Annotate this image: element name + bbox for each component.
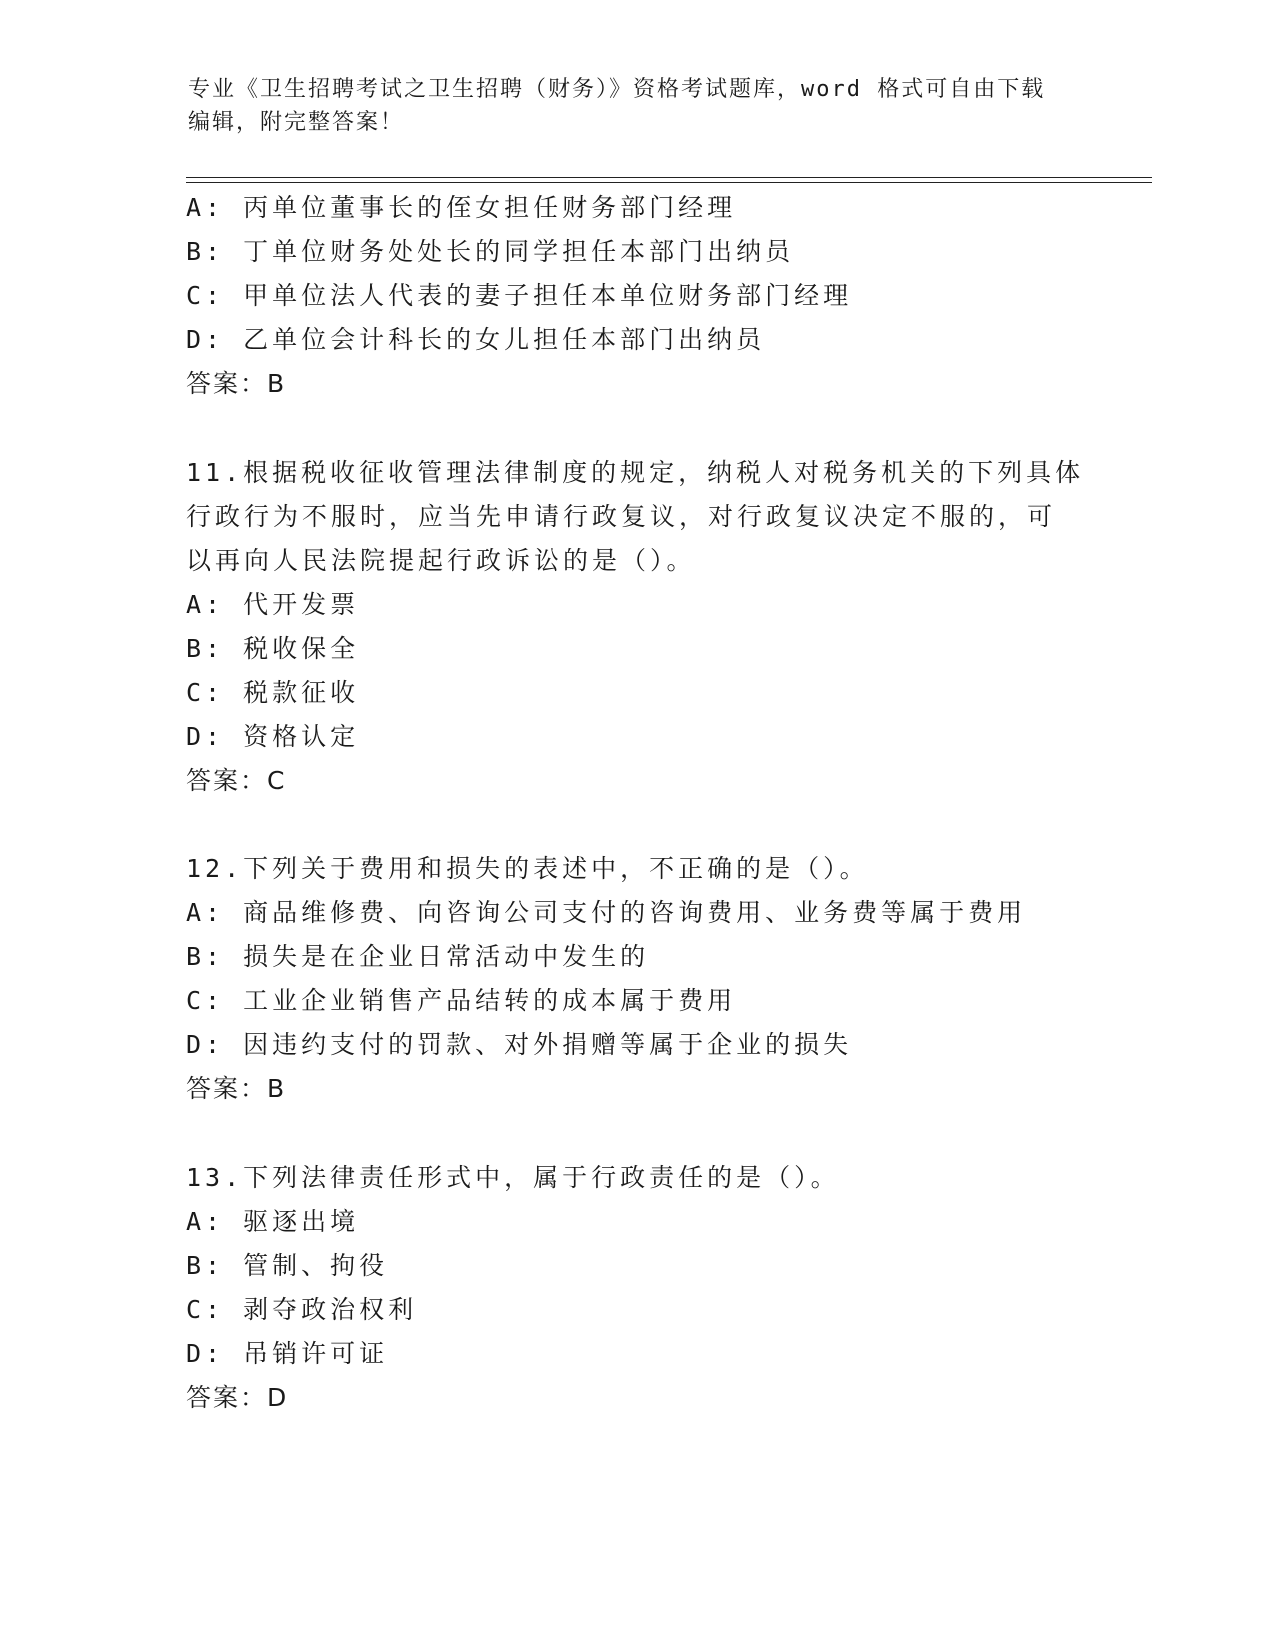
q10-option-d: D: 乙单位会计科长的女儿担任本部门出纳员 — [186, 325, 766, 354]
q12-option-c: C: 工业企业销售产品结转的成本属于费用 — [186, 986, 737, 1015]
q12-option-d: D: 因违约支付的罚款、对外捐赠等属于企业的损失 — [186, 1030, 853, 1059]
q13-option-a: A: 驱逐出境 — [186, 1207, 360, 1236]
header-divider-top — [186, 177, 1152, 178]
q11-stem-line-3: 以再向人民法院提起行政诉讼的是（）。 — [186, 546, 696, 575]
header-line-2: 编辑，附完整答案！ — [188, 110, 405, 135]
q12-stem-line-1: 12.下列关于费用和损失的表述中，不正确的是（）。 — [186, 854, 869, 883]
q13-option-c: C: 剥夺政治权利 — [186, 1295, 418, 1324]
header-divider-bottom — [186, 182, 1152, 183]
q13-option-d: D: 吊销许可证 — [186, 1339, 389, 1368]
q13-stem-line-1: 13.下列法律责任形式中，属于行政责任的是（）。 — [186, 1163, 840, 1192]
q11-option-b: B: 税收保全 — [186, 634, 360, 663]
q10-option-b: B: 丁单位财务处处长的同学担任本部门出纳员 — [186, 237, 795, 266]
q12-option-a: A: 商品维修费、向咨询公司支付的咨询费用、业务费等属于费用 — [186, 898, 1027, 927]
q10-option-c: C: 甲单位法人代表的妻子担任本单位财务部门经理 — [186, 281, 853, 310]
q11-option-c: C: 税款征收 — [186, 678, 360, 707]
q12-answer: 答案：B — [186, 1074, 287, 1103]
document-header — [188, 73, 1088, 139]
q10-option-a: A: 丙单位董事长的侄女担任财务部门经理 — [186, 193, 737, 222]
q13-answer: 答案：D — [186, 1383, 289, 1412]
header-line-1: 专业《卫生招聘考试之卫生招聘（财务）》资格考试题库，word 格式可自由下载 — [188, 77, 1046, 102]
q13-option-b: B: 管制、拘役 — [186, 1251, 389, 1280]
q11-option-a: A: 代开发票 — [186, 590, 360, 619]
q10-answer: 答案：B — [186, 369, 287, 398]
q11-stem-line-1: 11.根据税收征收管理法律制度的规定，纳税人对税务机关的下列具体 — [186, 458, 1085, 487]
q11-answer: 答案：C — [186, 766, 287, 795]
q11-stem-line-2: 行政行为不服时，应当先申请行政复议，对行政复议决定不服的，可 — [186, 502, 1057, 531]
q12-option-b: B: 损失是在企业日常活动中发生的 — [186, 942, 650, 971]
q11-option-d: D: 资格认定 — [186, 722, 360, 751]
